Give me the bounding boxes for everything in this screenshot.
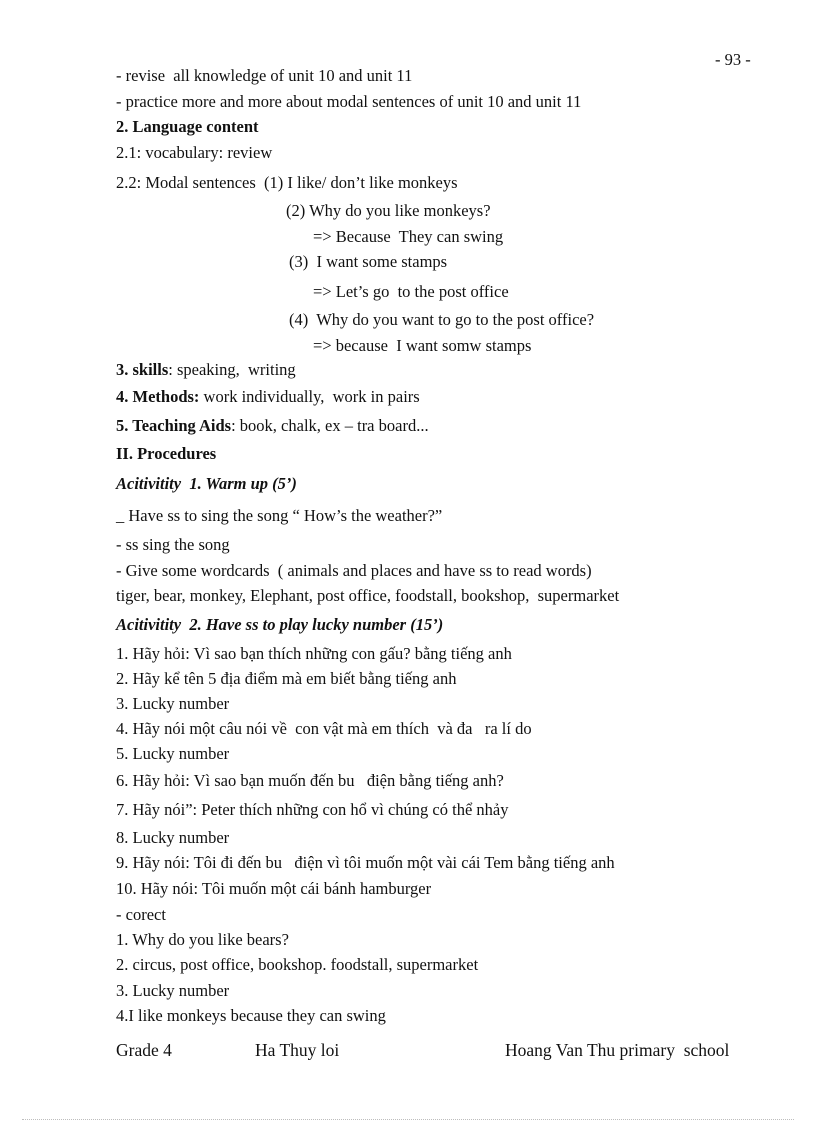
activity-2-item-4: 4. Hãy nói một câu nói về con vật mà em thích và đa ra lí do bbox=[116, 719, 532, 738]
page-bottom-divider bbox=[22, 1119, 794, 1120]
page-number: - 93 - bbox=[715, 50, 751, 69]
footer-school: Hoang Van Thu primary school bbox=[505, 1040, 730, 1060]
skills-text: : speaking, writing bbox=[168, 360, 296, 379]
activity-2-item-2: 2. Hãy kể tên 5 địa điểm mà em biết bằng tiếng anh bbox=[116, 669, 457, 688]
footer-grade: Grade 4 bbox=[116, 1040, 172, 1060]
modal-sentence-2: (2) Why do you like monkeys? bbox=[286, 201, 491, 220]
answer-4: 4.I like monkeys because they can swing bbox=[116, 1006, 386, 1025]
correct-heading: - corect bbox=[116, 905, 166, 924]
activity-2-item-5: 5. Lucky number bbox=[116, 744, 230, 763]
teaching-aids-text: : book, chalk, ex – tra board... bbox=[231, 416, 429, 435]
activity-2-item-3: 3. Lucky number bbox=[116, 694, 230, 713]
teaching-aids-label: 5. Teaching Aids bbox=[116, 416, 232, 435]
methods-label: 4. Methods: bbox=[116, 387, 200, 406]
activity-1-heading: Acitivitity 1. Warm up (5’) bbox=[116, 474, 297, 493]
modal-answer-4: => because I want somw stamps bbox=[313, 336, 532, 355]
skills-label: 3. skills bbox=[116, 360, 169, 379]
activity-2-item-6: 6. Hãy hỏi: Vì sao bạn muốn đến bu điện bằng tiếng anh? bbox=[116, 771, 504, 790]
modal-sentence-1: 2.2: Modal sentences (1) I like/ don’t like monkeys bbox=[116, 173, 458, 192]
activity-2-item-8: 8. Lucky number bbox=[116, 828, 230, 847]
activity-2-item-7: 7. Hãy nói”: Peter thích những con hổ vì chúng có thể nhảy bbox=[116, 800, 509, 819]
section-heading-procedures: II. Procedures bbox=[116, 444, 217, 463]
methods-line bbox=[116, 389, 420, 406]
footer-teacher: Ha Thuy loi bbox=[255, 1040, 340, 1060]
modal-answer-3: => Let’s go to the post office bbox=[313, 282, 509, 301]
activity-1-step-3: - Give some wordcards ( animals and places and have ss to read words) bbox=[116, 561, 592, 580]
teaching-aids-line bbox=[116, 418, 429, 435]
modal-answer-2: => Because They can swing bbox=[313, 227, 504, 246]
answer-2: 2. circus, post office, bookshop. foodstall, supermarket bbox=[116, 955, 479, 974]
activity-1-step-1: _ Have ss to sing the song “ How’s the weather?” bbox=[116, 506, 443, 525]
objective-line-1: - revise all knowledge of unit 10 and unit 11 bbox=[116, 66, 413, 85]
activity-2-item-9: 9. Hãy nói: Tôi đi đến bu điện vì tôi muốn một vài cái Tem bằng tiếng anh bbox=[116, 853, 615, 872]
activity-1-step-2: - ss sing the song bbox=[116, 535, 230, 554]
skills-line bbox=[116, 362, 296, 379]
answer-1: 1. Why do you like bears? bbox=[116, 930, 289, 949]
wordcards-list: tiger, bear, monkey, Elephant, post office, foodstall, bookshop, supermarket bbox=[116, 586, 620, 605]
activity-2-heading: Acitivitity 2. Have ss to play lucky number (15’) bbox=[116, 615, 444, 634]
answer-3: 3. Lucky number bbox=[116, 981, 230, 1000]
modal-sentence-4: (4) Why do you want to go to the post office? bbox=[289, 310, 595, 329]
methods-text: work individually, work in pairs bbox=[199, 387, 420, 406]
modal-sentence-3: (3) I want some stamps bbox=[289, 252, 448, 271]
activity-2-item-1: 1. Hãy hỏi: Vì sao bạn thích những con gấu? bằng tiếng anh bbox=[116, 644, 512, 663]
vocabulary-line: 2.1: vocabulary: review bbox=[116, 143, 273, 162]
activity-2-item-10: 10. Hãy nói: Tôi muốn một cái bánh hamburger bbox=[116, 879, 432, 898]
objective-line-2: - practice more and more about modal sentences of unit 10 and unit 11 bbox=[116, 92, 582, 111]
section-heading-language-content: 2. Language content bbox=[116, 117, 259, 136]
